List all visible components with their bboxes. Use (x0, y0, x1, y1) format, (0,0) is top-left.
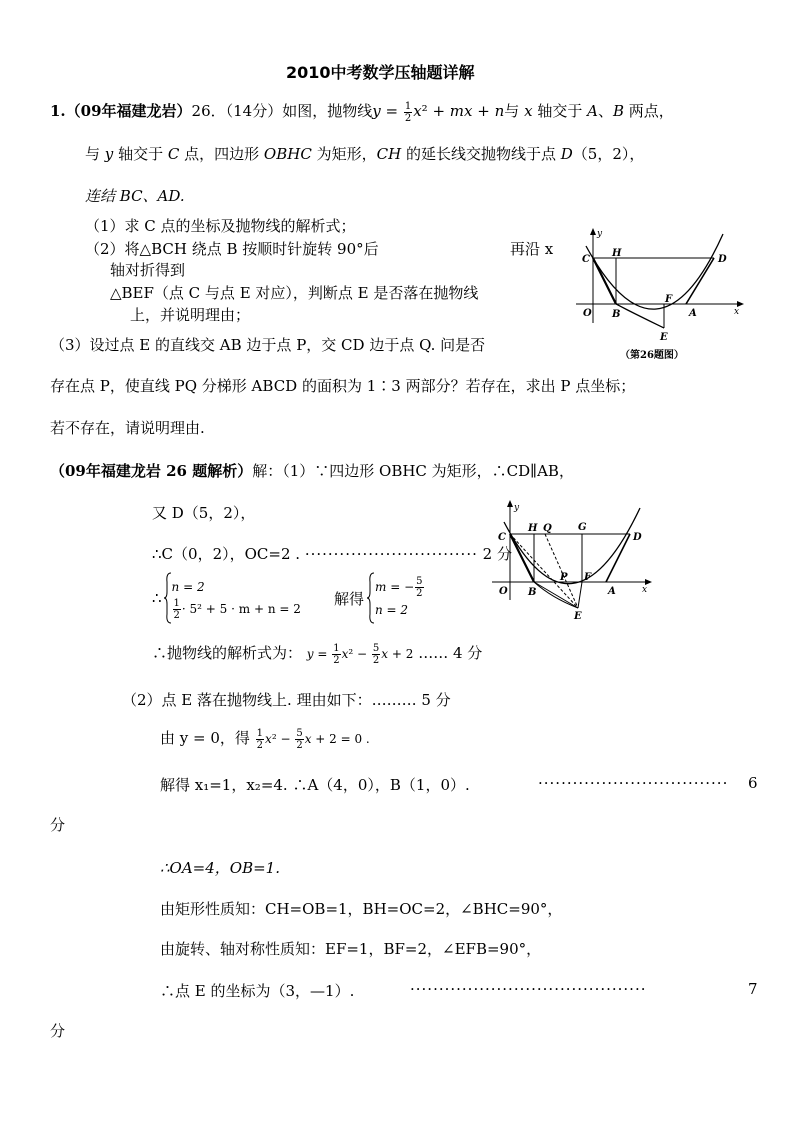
point-label-H: H (612, 248, 622, 259)
point-label-G: G (578, 522, 587, 533)
point-label-C: C (498, 532, 506, 543)
problem-source: （09年福建龙岩） (65, 102, 192, 120)
system2-eq1: m = − $\frac{5}{2}$ (375, 575, 423, 599)
question-3a: （3）设过点 E 的直线交 AB 边于点 P，交 CD 边于点 Q. 问是否 (50, 336, 486, 354)
problem-text: 点，四边形 (184, 145, 260, 163)
axis-label-y: y (514, 503, 520, 513)
score: 2 分 (482, 545, 512, 563)
solution-text: ∴抛物线的解析式为： (152, 644, 303, 662)
problem-text: 轴交于 (118, 145, 164, 163)
solution-text: 解：（1）∵四边形 OBHC 为矩形，∴CD∥AB， (252, 462, 574, 480)
solution-line-10: 由矩形性质知：CH=OB=1，BH=OC=2，∠BHC=90°， (160, 900, 563, 918)
solution-line-2: 又 D（5，2）， (152, 504, 256, 522)
question-2c: 轴对折得到 (110, 261, 186, 279)
question-2a: （2）将△BCH 绕点 B 按顺时针旋转 90°后 (85, 240, 379, 258)
solution-header: （09年福建龙岩 26 题解析） (50, 462, 253, 480)
point-label-E: E (574, 611, 582, 622)
point-label-E: E (660, 332, 668, 343)
quadratic-equation: $\frac{1}{2}$ x² − $\frac{5}{2}$ x + 2 = 0 . (256, 728, 370, 751)
problem-text: 为矩形， (316, 145, 377, 163)
point-label-P: P (560, 572, 568, 583)
point-label-A: A (608, 586, 616, 597)
solution-line-1 (50, 460, 574, 481)
problem-text: 、 (597, 102, 613, 120)
axis-label-x: x (642, 585, 648, 595)
solution-line-3 (152, 543, 512, 564)
point-label-C: C (582, 254, 590, 265)
system1-eq2: $\frac{1}{2}$ · 5² + 5 · m + n = 2 (173, 597, 301, 621)
point-label-H: H (528, 523, 538, 534)
solution-line-9: ∴OA=4，OB=1. (160, 859, 280, 877)
solution-line-7 (160, 727, 370, 751)
problem-text: 与 (85, 145, 101, 163)
figure-caption: （第26题图） (620, 350, 684, 361)
point-label-A: A (689, 308, 697, 319)
point-label-B: B (612, 309, 621, 320)
question-3b: 存在点 P，使直线 PQ 分梯形 ABCD 的面积为 1∶3 两部分？若存在，求出 P 点坐标； (50, 377, 636, 395)
point-label-D: D (633, 532, 642, 543)
solution-text: ∴C（0，2），OC=2 . (152, 545, 301, 563)
score-unit: 分 (50, 1022, 66, 1040)
score: 6 (748, 774, 758, 792)
problem-line-2: 与 y 轴交于 C 点，四边形 OBHC 为矩形，CH 的延长线交抛物线于点 D（5，2）， (85, 145, 645, 163)
figure-parabola-1 (568, 228, 748, 368)
point-label-D: D (718, 254, 727, 265)
solution-line-12: ∴点 E 的坐标为（3，—1）. (160, 982, 355, 1000)
axis-label-y: y (597, 229, 603, 239)
question-2d: △BEF（点 C 与点 E 对应），判断点 E 是否落在抛物线 (110, 284, 479, 302)
point-label-F: F (665, 294, 673, 305)
parabola-formula: y = $\frac{1}{2}$ x² + mx + n (372, 100, 505, 124)
solution-line-5 (152, 642, 482, 666)
problem-text: 两点， (628, 102, 674, 120)
point-label-O: O (583, 308, 592, 319)
system1-eq1: n = 2 (171, 579, 205, 594)
dot-leader: ································· (538, 774, 729, 792)
problem-text: 26．（14分）如图，抛物线 (191, 102, 373, 120)
system1-eq2-text: · 5² + 5 · m + n = 2 (181, 601, 301, 616)
question-2b: 再沿 x (510, 240, 554, 258)
problem-text: 与 (504, 102, 520, 120)
axis-label-x: x (734, 307, 740, 317)
score-unit: 分 (50, 816, 66, 834)
solve-word: 解得 (334, 589, 365, 608)
solution-line-6: （2）点 E 落在抛物线上. 理由如下：……… 5 分 (122, 691, 451, 709)
problem-text: 的延长线交抛物线于点 (405, 145, 556, 163)
point-label-O: O (499, 586, 508, 597)
therefore-symbol: ∴ (152, 589, 162, 607)
point-label-Q: Q (543, 523, 552, 534)
point-label-F: F (584, 572, 592, 583)
parabola-solution-formula: y = $\frac{1}{2}$ x² − $\frac{5}{2}$ x + 2 (306, 643, 414, 666)
question-2e: 上，并说明理由； (130, 306, 251, 324)
solution-line-8: 解得 x₁=1，x₂=4. ∴A（4，0），B（1，0）. (160, 776, 470, 794)
dot-leader: ········································· (410, 980, 647, 998)
question-3c: 若不存在，请说明理由. (50, 419, 205, 437)
problem-number: 1. (50, 102, 66, 120)
figure-parabola-2 (490, 500, 655, 625)
solution-line-11: 由旋转、轴对称性质知：EF=1，BF=2，∠EFB=90°， (160, 940, 542, 958)
problem-text: （5，2）， (572, 145, 645, 163)
solution-text: 由 y = 0，得 (160, 729, 250, 747)
score: 7 (748, 980, 758, 998)
page-title: 2010中考数学压轴题详解 (286, 63, 475, 82)
point-label-B: B (528, 587, 537, 598)
score: …… 4 分 (418, 644, 483, 662)
problem-line-3: 连结 BC、AD. (85, 187, 185, 205)
problem-line-1: 1.（09年福建龙岩）26．（14分）如图，抛物线y = $\frac{1}{2}$ x² + mx + n与 x 轴交于 A、B 两点， (50, 100, 674, 124)
system2-eq2: n = 2 (375, 602, 409, 617)
question-1: （1）求 C 点的坐标及抛物线的解析式； (85, 217, 356, 235)
equation-system-1 (152, 572, 301, 624)
equation-system-2 (334, 572, 425, 624)
problem-text: 轴交于 (537, 102, 583, 120)
dot-leader: ······························ (304, 545, 478, 563)
system2-eq1-text: m = − (375, 579, 415, 594)
